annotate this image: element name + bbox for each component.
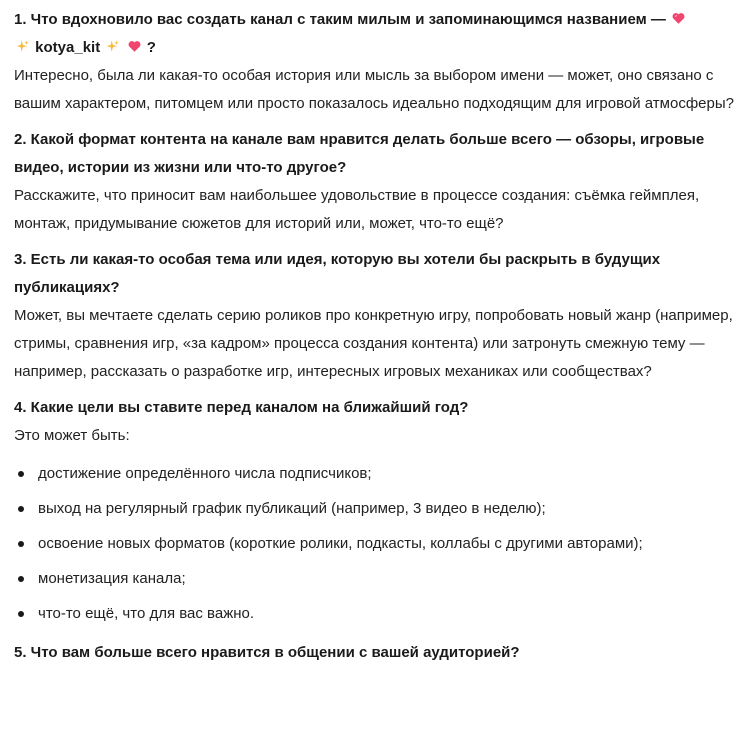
question-2-title: 2. Какой формат контента на канале вам нравится делать больше всего — обзоры, игровые видео, истории из жизни или что-то другое? xyxy=(14,131,705,176)
bullet-icon xyxy=(18,506,24,512)
sparkles-icon xyxy=(105,39,120,54)
question-3 xyxy=(14,246,754,386)
bullet-icon xyxy=(18,471,24,477)
question-5-title: 5. Что вам больше всего нравится в общении с вашей аудиторией? xyxy=(14,644,520,661)
list-item xyxy=(14,456,754,491)
list-item-text: что-то ещё, что для вас важно. xyxy=(38,605,255,622)
question-5 xyxy=(14,639,754,667)
list-item xyxy=(14,596,754,631)
question-2-body: Расскажите, что приносит вам наибольшее удовольствие в процессе создания: съёмка геймплея, монтаж, придумывание сюжетов для историй или, может, что-то ещё? xyxy=(14,187,700,232)
question-3-title: 3. Есть ли какая-то особая тема или идея, которую вы хотели бы раскрыть в будущих публикациях? xyxy=(14,251,661,296)
question-4-title: 4. Какие цели вы ставите перед каналом на ближайший год? xyxy=(14,399,469,416)
heart-icon xyxy=(127,39,142,54)
sparkles-icon xyxy=(15,39,30,54)
list-item xyxy=(14,526,754,561)
question-1-title-text: 1. Что вдохновило вас создать канал с таким милым и запоминающимся названием — xyxy=(14,11,666,28)
goals-list xyxy=(14,456,754,631)
question-1 xyxy=(14,6,754,118)
list-item-text: выход на регулярный график публикаций (например, 3 видео в неделю); xyxy=(38,500,546,517)
bullet-icon xyxy=(18,611,24,617)
question-1-body: Интересно, была ли какая-то особая история или мысль за выбором имени — может, оно связано с вашим характером, питомцем или просто показалось идеально подходящим для игровой атмосферы? xyxy=(14,67,734,112)
question-4 xyxy=(14,394,754,631)
question-1-title-end: ? xyxy=(146,39,156,56)
question-2 xyxy=(14,126,754,238)
list-item xyxy=(14,491,754,526)
list-item-text: освоение новых форматов (короткие ролики, подкасты, коллабы с другими авторами); xyxy=(38,535,643,552)
heart-icon xyxy=(671,11,686,26)
question-1-title xyxy=(14,6,754,62)
list-item xyxy=(14,561,754,596)
bullet-icon xyxy=(18,576,24,582)
channel-name: kotya_kit xyxy=(35,39,101,56)
question-4-body: Это может быть: xyxy=(14,427,130,444)
list-item-text: монетизация канала; xyxy=(38,570,186,587)
question-3-body: Может, вы мечтаете сделать серию роликов про конкретную игру, попробовать новый жанр (например, стримы, сравнения игр, «за кадром» процесса создания контента) или затронуть смежную тему — например, рассказать о разработке игр, интересных игровых механиках или сообществах? xyxy=(14,307,733,380)
bullet-icon xyxy=(18,541,24,547)
list-item-text: достижение определённого числа подписчиков; xyxy=(38,465,372,482)
